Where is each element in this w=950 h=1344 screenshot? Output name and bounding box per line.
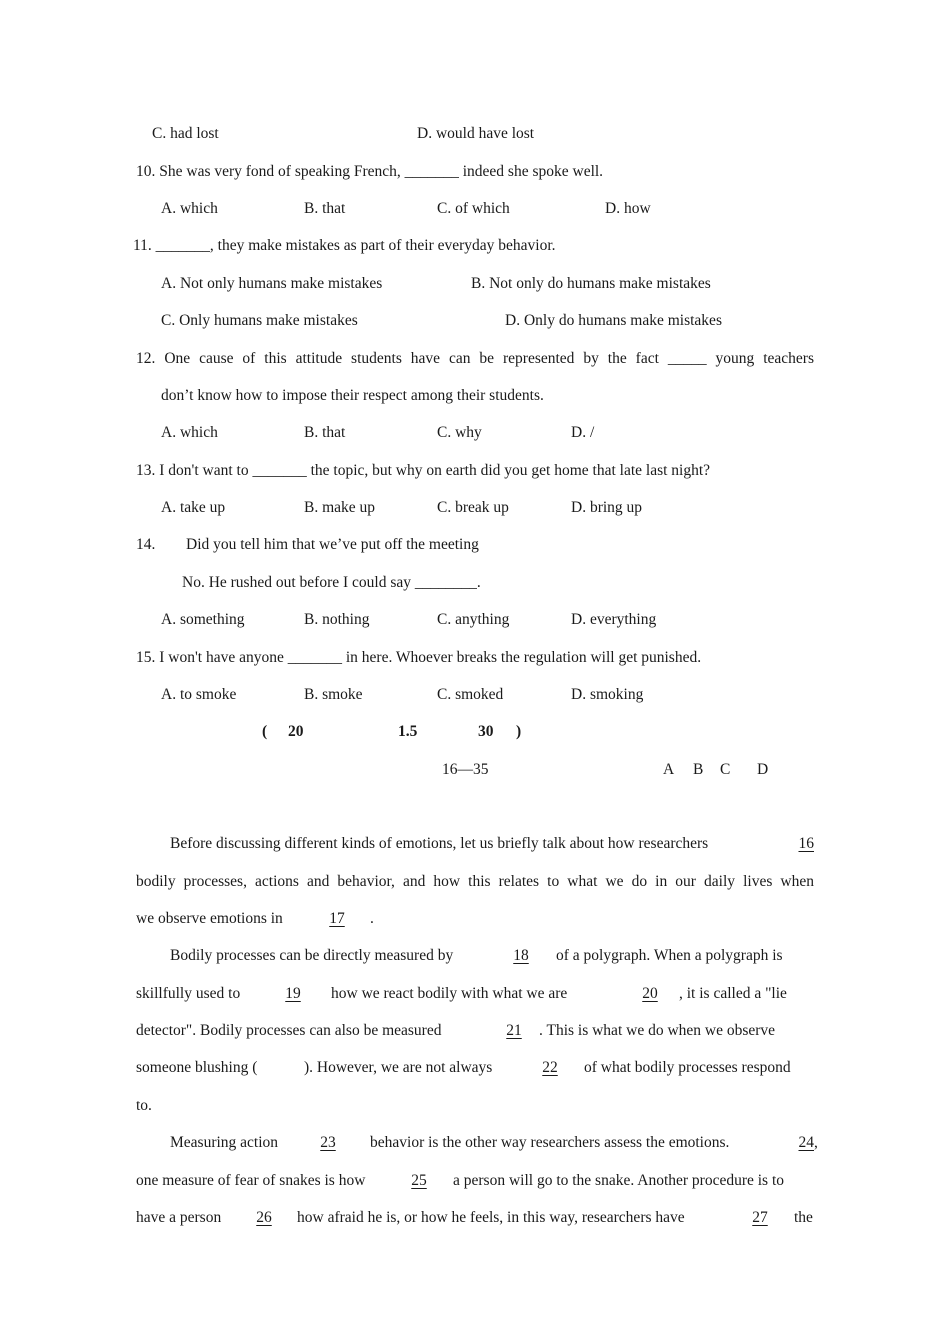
q13-option-a: A. take up [161, 499, 226, 516]
blank-20: 20 [642, 985, 658, 1002]
passage-p2-line4-c: of what bodily processes respond [584, 1059, 791, 1076]
blank-18: 18 [513, 947, 529, 964]
q11-option-b: B. Not only do humans make mistakes [471, 275, 711, 292]
passage-p1-line2: bodily processes, actions and behavior, and how this relates to what we do in our daily lives when [136, 873, 814, 890]
q14-number: 14. [136, 536, 156, 553]
section-heading-paren-open: ( [262, 723, 268, 740]
passage-p2-line3-a: detector". Bodily processes can also be measured [136, 1022, 442, 1039]
blank-27: 27 [752, 1209, 768, 1226]
q12-stem-line1: 12. One cause of this attitude students have can be represented by the fact _____ young teachers [136, 350, 814, 367]
passage-p3-line2-a: one measure of fear of snakes is how [136, 1172, 366, 1189]
q15-option-c: C. smoked [437, 686, 504, 703]
q12-option-c: C. why [437, 424, 482, 441]
q14-option-d: D. everything [571, 611, 657, 628]
blank-19: 19 [285, 985, 301, 1002]
q15-option-d: D. smoking [571, 686, 644, 703]
q10-option-c: C. of which [437, 200, 510, 217]
passage-p3-line3-b: how afraid he is, or how he feels, in this way, researchers have [297, 1209, 685, 1226]
blank-23: 23 [320, 1134, 336, 1151]
q14-option-c: C. anything [437, 611, 510, 628]
passage-p3-line2-b: a person will go to the snake. Another procedure is to [453, 1172, 785, 1189]
q12-option-d: D. / [571, 424, 595, 441]
passage-p2-line1-a: Bodily processes can be directly measured by [170, 947, 454, 964]
blank-25: 25 [411, 1172, 427, 1189]
q15-option-a: A. to smoke [161, 686, 237, 703]
q12-stem-line2: don’t know how to impose their respect among their students. [161, 387, 544, 404]
instruction-letter-c: C [720, 761, 731, 778]
q10-option-d: D. how [605, 200, 651, 217]
q14-option-b: B. nothing [304, 611, 370, 628]
q15-option-b: B. smoke [304, 686, 363, 703]
passage-p3-line1-c: , [814, 1134, 818, 1151]
q13-option-c: C. break up [437, 499, 509, 516]
blank-24: 24 [798, 1134, 814, 1151]
q10-option-b: B. that [304, 200, 346, 217]
q11-option-a: A. Not only humans make mistakes [161, 275, 383, 292]
q11-option-c: C. Only humans make mistakes [161, 312, 358, 329]
passage-p2-line4-b: ). However, we are not always [304, 1059, 493, 1076]
q10-stem: 10. She was very fond of speaking French, _______ indeed she spoke well. [136, 163, 604, 180]
passage-p2-line2-b: how we react bodily with what we are [331, 985, 568, 1002]
section-heading-total: 30 [478, 723, 494, 740]
instruction-letter-a: A [663, 761, 675, 778]
passage-p1-period: . [370, 910, 374, 927]
blank-21: 21 [506, 1022, 522, 1039]
passage-p3-line3-c: the [794, 1209, 813, 1226]
passage-p2-line2-c: , it is called a "lie [679, 985, 787, 1002]
q9-option-d: D. would have lost [417, 125, 535, 142]
passage-p2-line1-b: of a polygraph. When a polygraph is [556, 947, 783, 964]
q15-stem: 15. I won't have anyone _______ in here. Whoever breaks the regulation will get punished. [136, 649, 702, 666]
q11-stem: 11. _______, they make mistakes as part of their everyday behavior. [133, 237, 556, 254]
instruction-letter-b: B [693, 761, 704, 778]
blank-17: 17 [329, 910, 345, 927]
instruction-range: 16—35 [442, 761, 489, 778]
q9-option-c: C. had lost [152, 125, 219, 142]
section-heading-score-each: 1.5 [398, 723, 418, 740]
passage-p1-line3: we observe emotions in [136, 910, 283, 927]
q14-line-2: No. He rushed out before I could say ________. [182, 574, 481, 591]
q12-option-a: A. which [161, 424, 218, 441]
instruction-letter-d: D [757, 761, 769, 778]
passage-p2-line4-a: someone blushing ( [136, 1059, 258, 1076]
q13-stem: 13. I don't want to _______ the topic, but why on earth did you get home that late last night? [136, 462, 711, 479]
q14-line-1: Did you tell him that we’ve put off the meeting [186, 536, 479, 553]
blank-26: 26 [256, 1209, 272, 1226]
section-heading-count: 20 [288, 723, 304, 740]
passage-p2-line5: to. [136, 1097, 152, 1114]
section-heading-paren-close: ) [516, 723, 522, 740]
q13-option-d: D. bring up [571, 499, 643, 516]
blank-22: 22 [542, 1059, 558, 1076]
q12-option-b: B. that [304, 424, 346, 441]
q14-option-a: A. something [161, 611, 245, 628]
passage-p3-line3-a: have a person [136, 1209, 222, 1226]
passage-p1-line1: Before discussing different kinds of emotions, let us briefly talk about how researchers [170, 835, 709, 852]
passage-p2-line2-a: skillfully used to [136, 985, 241, 1002]
q10-option-a: A. which [161, 200, 218, 217]
q11-option-d: D. Only do humans make mistakes [505, 312, 722, 329]
blank-16: 16 [798, 835, 814, 852]
q13-option-b: B. make up [304, 499, 376, 516]
passage-p3-line1-a: Measuring action [170, 1134, 279, 1151]
passage-p2-line3-b: . This is what we do when we observe [539, 1022, 776, 1039]
passage-p3-line1-b: behavior is the other way researchers assess the emotions. [370, 1134, 730, 1151]
